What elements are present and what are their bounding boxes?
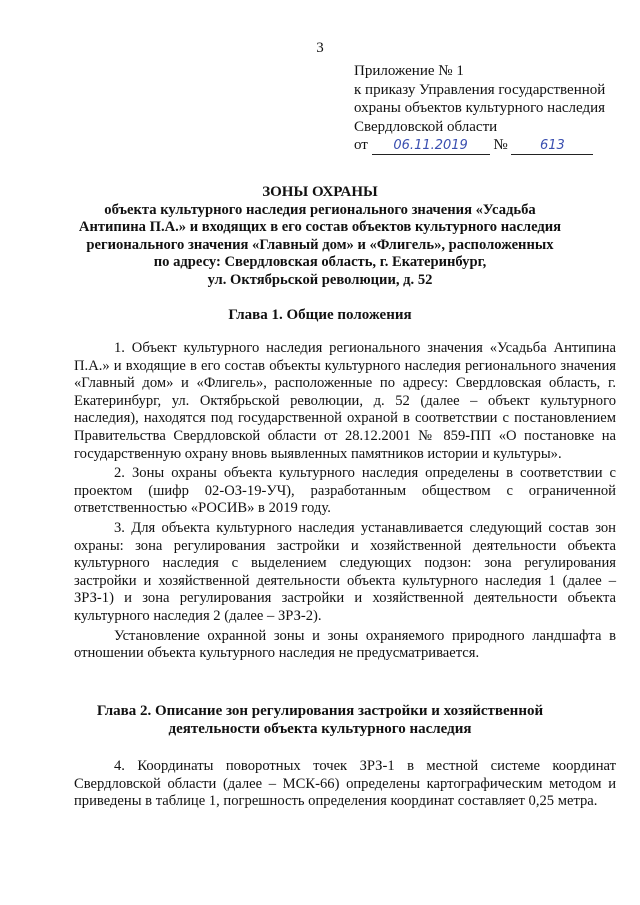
paragraph: 4. Координаты поворотных точек ЗРЗ-1 в местной системе координат Свердловской области (далее – МСК-66) определены картографическим методом и приведены в таблице 1, погрешность определения координат составляет 0,25 метра.	[74, 758, 616, 810]
title-main: ЗОНЫ ОХРАНЫ	[262, 184, 378, 200]
number-label: №	[493, 137, 508, 153]
appendix-line: к приказу Управления государственной	[354, 81, 606, 98]
paragraph: 2. Зоны охраны объекта культурного наследия определены в соответствии с проектом (шифр 02-ОЗ-19-УЧ), разработанным обществом с ограниченной ответственностью «РОСИВ» в 2019 году.	[74, 465, 616, 517]
title-line: объекта культурного наследия регионального значения «Усадьба	[104, 201, 536, 218]
paragraph: 1. Объект культурного наследия регионального значения «Усадьба Антипина П.А.» и входящие в его состав объекты культурного наследия регионального значения «Главный дом» и «Флигель», расположенные по адресу: Свердловская область, г. Екатеринбург, ул. Октябрьской революции, д. 52 (далее – объект культурного наследия), находятся под государственной охраной в соответствии с постановлением Правительства Свердловской области от 28.12.2001 № 859-ПП «О постановке на государственную охрану вновь выявленных памятников истории и культуры».	[74, 340, 616, 462]
paragraph: Установление охранной зоны и зоны охраняемого природного ландшафта в отношении объекта культурного наследия не предусматривается.	[74, 627, 616, 662]
appendix-line: охраны объектов культурного наследия	[354, 100, 606, 116]
title-line: регионального значения «Главный дом» и «Флигель», расположенных	[86, 236, 554, 253]
handwritten-number: 613	[511, 138, 593, 155]
title-line: Антипина П.А.» и входящих в его состав объектов культурного наследия	[78, 219, 562, 236]
chapter1-body	[74, 340, 616, 665]
appendix-line: Приложение № 1	[354, 63, 464, 79]
page-number: 3	[316, 40, 324, 56]
handwritten-date: 06.11.2019	[372, 138, 490, 155]
chapter1-heading: Глава 1. Общие положения	[228, 307, 412, 323]
chapter2-body	[74, 758, 616, 813]
title-line: по адресу: Свердловская область, г. Екатеринбург,	[153, 254, 487, 271]
chapter2-heading	[60, 702, 580, 738]
appendix-date-line	[354, 136, 624, 155]
paragraph: 3. Для объекта культурного наследия устанавливается следующий состав зон охраны: зона регулирования застройки и хозяйственной деятельности объекта культурного наследия с выделением следующих подзон: зона регулирования застройки и хозяйственной деятельности объекта культурного наследия 1 (далее – ЗРЗ-1) и зона регулирования застройки и хозяйственной деятельности объекта культурного наследия 2 (далее – ЗРЗ-2).	[74, 519, 616, 624]
appendix-line: Свердловской области	[354, 118, 498, 135]
title-line: ул. Октябрьской революции, д. 52	[207, 271, 433, 288]
chapter2-heading-line: Глава 2. Описание зон регулирования застройки и хозяйственной	[96, 703, 544, 719]
from-label: от	[354, 137, 368, 153]
document-title	[60, 184, 580, 290]
appendix-header	[354, 62, 624, 155]
chapter2-heading-line: деятельности объекта культурного наследия	[168, 721, 472, 737]
